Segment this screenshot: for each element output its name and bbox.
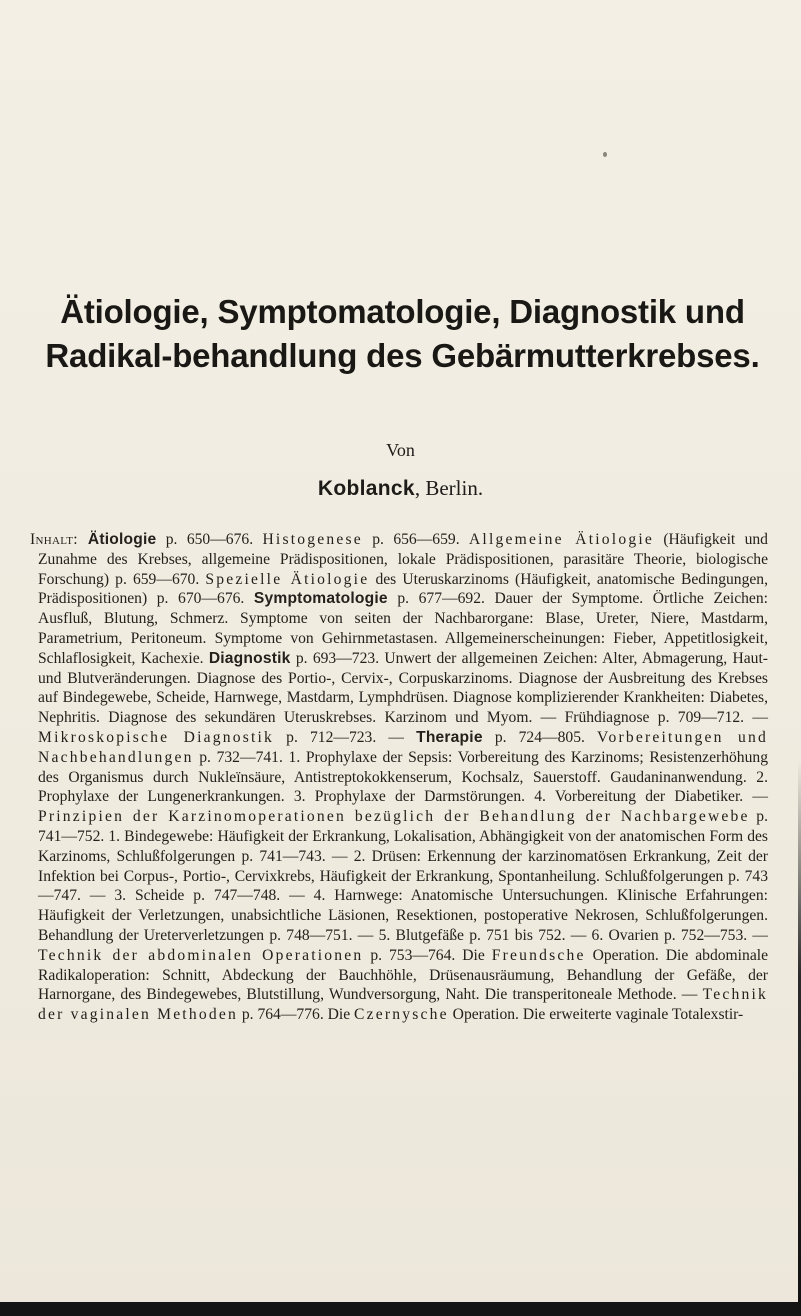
abstract-segment: p. 712—723. — [274, 728, 417, 746]
abstract-segment: Vorbereitungen und Nachbehandlungen [38, 728, 768, 766]
abstract-segment: p. 732—741. 1. Prophylaxe der Sepsis: Vorbereitung des Karzinoms; Resistenzerhöhung des Organismus durch Nukleïnsäure, Antistreptokokkenserum, Kochsalz, Sauerstoff. Gaudaninanwendung. 2. Prophylaxe der Lungenerkrankungen. 3. Prophylaxe der Darmstörungen. 4. Vorbereitung der Diabetiker. — [38, 748, 768, 806]
abstract-segment: Operation. Die erweiterte vaginale Totalexstir- [448, 1006, 744, 1024]
abstract-segment: Therapie [416, 728, 483, 746]
byline-von: Von [386, 440, 415, 460]
abstract-segment: Technik der abdominalen Operationen [38, 946, 364, 964]
abstract-segment: Czernysche [354, 1006, 449, 1024]
abstract-segment: Ätiologie [77, 531, 157, 548]
paper-speck [603, 152, 607, 157]
abstract-segment: p. 724—805. [482, 728, 598, 746]
abstract-segment: (Häufigkeit und Zunahme des Krebses, allgemeine Prädispositionen, lokale Prädispositionen, parasitäre Theorie, biologische Forschung) p. 659—670. [38, 531, 768, 588]
abstract-segment: p. 741—752. 1. Bindegewebe: Häufigkeit der Erkrankung, Lokalisation, Abhängigkeit von der anatomischen Form des Karzinoms, Schlußfolgerungen p. 741—743. — 2. Drüsen: Erkennung der karzinomatösen Erkrankung, Zeit der Infektion bei Corpus-, Portio-, Cervixkrebs, Häufigkeit der Erkrankung, Spontanheilung. Schlußfolgerungen p. 743—747. — 3. Scheide p. 747—748. — 4. Harnwege: Anatomische Untersuchungen. Klinische Erfahrungen: Häufigkeit der Verletzungen, unabsichtliche Läsionen, Resektionen, postoperative Nekrosen, Schlußfolgerungen. Behandlung der Ureterverletzungen p. 748—751. — 5. Blutgefäße p. 751 bis 752. — 6. Ovarien p. 752—753. — [38, 808, 768, 944]
abstract-segment: Freundsche [491, 946, 586, 964]
abstract-segment: Spezielle Ätiologie [205, 570, 370, 588]
abstract-segment: p. 753—764. Die [363, 946, 492, 964]
abstract-segment: Technik der vaginalen Methoden [38, 986, 768, 1024]
author-place: , Berlin. [414, 476, 484, 500]
abstract-segment: des Uteruskarzinoms (Häufigkeit, anatomische Bedingungen, Prädispositionen) p. 670—676. [38, 570, 769, 608]
author-line [0, 475, 801, 502]
abstract-segment: Mikroskopische Diagnostik [38, 728, 275, 746]
abstract-segment: p. 656—659. [362, 531, 469, 548]
abstract-segment: Operation. Die abdominale Radikaloperation: Schnitt, Abdeckung der Bauchhöhle, Drüsenausräumung, Behandlung der Gefäße, der Harnorgane, des Bindegewebes, Blutstillung, Wundversorgung, Naht. Die transperitoneale Methode. — [38, 946, 768, 1004]
abstract-segment: Prinzipien der Karzinomoperationen bezüglich der Behandlung der Nachbargewebe [38, 808, 750, 826]
article-title: Ätiologie, Symptomatologie, Diagnostik und Radikal-behandlung des Gebärmutterkrebses. [45, 293, 760, 374]
abstract-segment: Histogenese [262, 531, 363, 548]
abstract-segment: Symptomatologie [253, 590, 388, 608]
scan-bottom-edge [0, 1302, 801, 1316]
abstract-segment: p. 693—723. Unwert der allgemeinen Zeichen: Alter, Abmagerung, Haut- und Blutveränderungen. Diagnose des Portio-, Cervix-, Corpuskarzinoms. Diagnose der Ausbreitung des Krebses auf Bindegewebe, Scheide, Harnwege, Mastdarm, Lymphdrüsen. Diagnose komplizierender Krankheiten: Diabetes, Nephritis. Diagnose des sekundären Uteruskrebses. Karzinom und Myom. — Frühdiagnose p. 709—712. — [38, 649, 768, 727]
abstract-segment: Inhalt: [30, 531, 78, 548]
abstract-contents [30, 530, 768, 1025]
abstract-segment: p. 764—776. Die [237, 1006, 355, 1024]
abstract-segment: p. 650—676. [156, 531, 263, 548]
author-name: Koblanck [317, 477, 415, 500]
abstract-segment: p. 677—692. Dauer der Symptome. Örtliche Zeichen: Ausfluß, Blutung, Schmerz. Symptome von seiten der Nachbarorgane: Blase, Ureter, Niere, Mastdarm, Parametrium, Peritoneum. Symptome von Gehirnmetastasen. Allgemeinerscheinungen: Fieber, Appetitlosigkeit, Schlaflosigkeit, Kachexie. [38, 590, 768, 667]
abstract-segment: Diagnostik [208, 649, 291, 667]
abstract-segment: Allgemeine Ätiologie [468, 531, 654, 548]
